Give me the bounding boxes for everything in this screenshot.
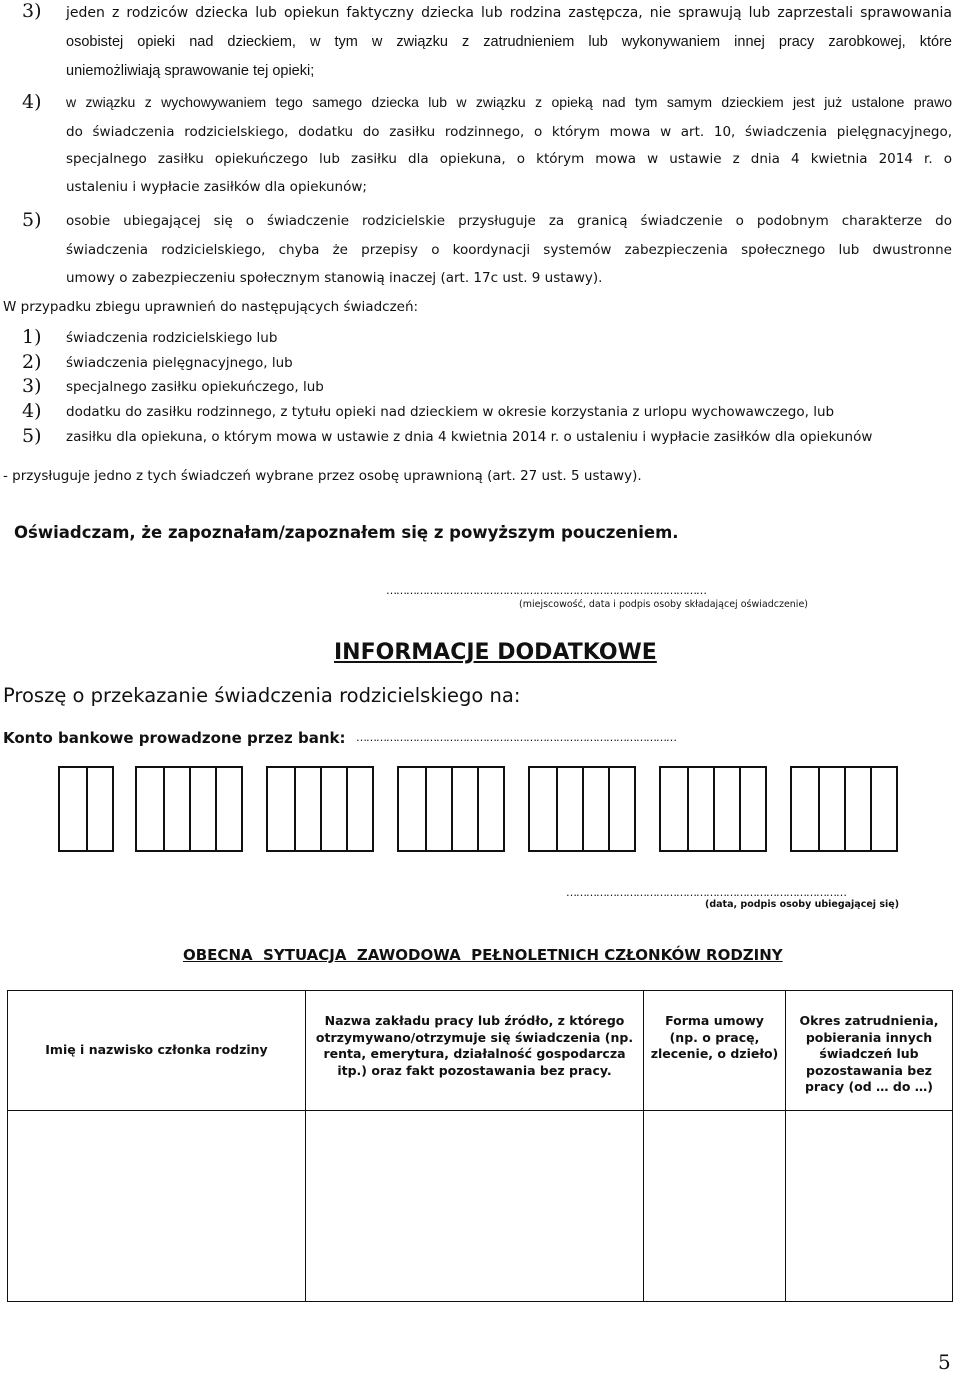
signature-line: ……………………………………………………………………………………: [386, 584, 706, 597]
account-digit-box[interactable]: [399, 768, 425, 850]
item-line: ustaleniu i wypłacie zasiłków dla opiekunów;: [66, 179, 367, 195]
account-group-5[interactable]: [528, 766, 636, 852]
account-digit-box[interactable]: [215, 768, 241, 850]
signature-caption: (data, podpis osoby ubiegającej się): [705, 899, 900, 910]
account-digit-box[interactable]: [294, 768, 320, 850]
account-digit-box[interactable]: [713, 768, 739, 850]
item-number: 3): [22, 0, 42, 22]
item-text: dodatku do zasiłku rodzinnego, z tytułu opieki nad dzieckiem w okresie korzystania z urlopu wychowawczego, lub: [66, 404, 835, 420]
account-group-3[interactable]: [266, 766, 374, 852]
account-group-4[interactable]: [397, 766, 505, 852]
item-number: 5): [22, 209, 42, 231]
account-digit-box[interactable]: [320, 768, 346, 850]
account-digit-box[interactable]: [608, 768, 634, 850]
item-line: świadczenia rodzicielskiego, chyba że przepisy o koordynacji systemów zabezpieczenia społecznego lub dwustronne: [66, 242, 952, 258]
info-title: INFORMACJE DODATKOWE: [334, 640, 657, 665]
account-digit-box[interactable]: [346, 768, 372, 850]
table-header-row: [8, 991, 953, 1111]
account-digit-box[interactable]: [792, 768, 818, 850]
item-number: 4): [22, 400, 42, 422]
table-cell[interactable]: [644, 1111, 786, 1302]
item-line: osobie ubiegającej się o świadczenie rodzicielskie przysługuje za granicą świadczenie o podobnym charakterze do: [66, 213, 952, 229]
account-digit-box[interactable]: [86, 768, 112, 850]
item-line: umowy o zabezpieczeniu społecznym stanowią inaczej (art. 17c ust. 9 ustawy).: [66, 270, 603, 286]
account-group-2[interactable]: [135, 766, 243, 852]
account-digit-box[interactable]: [189, 768, 215, 850]
account-digit-box[interactable]: [844, 768, 870, 850]
account-digit-box[interactable]: [268, 768, 294, 850]
table-row: [8, 1111, 953, 1302]
item-number: 1): [22, 326, 42, 348]
account-digit-box[interactable]: [163, 768, 189, 850]
item-line: osobistej opieki nad dzieckiem, w tym w związku z zatrudnieniem lub wykonywaniem innej pracy zarobkowej, które: [66, 34, 952, 50]
item-text: świadczenia rodzicielskiego lub: [66, 330, 278, 346]
item-line: specjalnego zasiłku opiekuńczego lub zasiłku dla opiekuna, o którym mowa w ustawie z dnia 4 kwietnia 2014 r. o: [66, 151, 952, 167]
account-digit-box[interactable]: [137, 768, 163, 850]
signature-line: …………………………………………………………………………: [566, 886, 846, 899]
employment-title: OBECNA SYTUACJA ZAWODOWA PEŁNOLETNICH CZŁONKÓW RODZINY: [183, 946, 783, 964]
item-line: jeden z rodziców dziecka lub opiekun faktyczny dziecka lub rodzina zastępcza, nie sprawują lub zaprzestali sprawowania: [66, 5, 952, 21]
account-digit-box[interactable]: [477, 768, 503, 850]
transfer-request: Proszę o przekazanie świadczenia rodzicielskiego na:: [3, 684, 521, 707]
family-employment-table: [7, 990, 953, 1302]
table-cell[interactable]: [786, 1111, 953, 1302]
item-number: 4): [22, 91, 42, 113]
column-header-name: Imię i nazwisko członka rodziny: [8, 991, 306, 1111]
account-digit-box[interactable]: [425, 768, 451, 850]
item-number: 5): [22, 425, 42, 447]
item-line: do świadczenia rodzicielskiego, dodatku do zasiłku rodzinnego, o którym mowa w art. 10, świadczenia pielęgnacyjnego,: [66, 124, 952, 140]
signature-caption: (miejscowość, data i podpis osoby składającej oświadczenie): [519, 599, 808, 610]
item-line: uniemożliwiają sprawowanie tej opieki;: [66, 63, 315, 79]
declaration-heading: Oświadczam, że zapoznałam/zapoznałem się z powyższym pouczeniem.: [14, 523, 679, 542]
table-cell[interactable]: [8, 1111, 306, 1302]
item-text: zasiłku dla opiekuna, o którym mowa w ustawie z dnia 4 kwietnia 2014 r. o ustaleniu i wypłacie zasiłków dla opiekunów: [66, 429, 873, 445]
table-cell[interactable]: [306, 1111, 644, 1302]
account-digit-box[interactable]: [530, 768, 556, 850]
column-header-period: Okres zatrudnienia, pobierania innych świadczeń lub pozostawania bez pracy (od … do …): [786, 991, 953, 1111]
account-digit-box[interactable]: [739, 768, 765, 850]
account-digit-box[interactable]: [687, 768, 713, 850]
account-digit-box[interactable]: [818, 768, 844, 850]
account-digit-box[interactable]: [870, 768, 896, 850]
item-line: w związku z wychowywaniem tego samego dziecka lub w związku z opieką nad tym samym dzieckiem jest już ustalone prawo: [66, 94, 952, 110]
bank-label: Konto bankowe prowadzone przez bank:: [3, 729, 346, 747]
account-group-1[interactable]: [58, 766, 114, 852]
account-digit-box[interactable]: [582, 768, 608, 850]
item-text: specjalnego zasiłku opiekuńczego, lub: [66, 379, 324, 395]
item-number: 2): [22, 351, 42, 373]
account-digit-box[interactable]: [60, 768, 86, 850]
concurrence-intro: W przypadku zbiegu uprawnień do następujących świadczeń:: [3, 299, 419, 315]
column-header-source: Nazwa zakładu pracy lub źródło, z którego otrzymywano/otrzymuje się świadczenia (np. renta, emerytura, działalność gospodarcza itp.) oraz fakt pozostawania bez pracy.: [306, 991, 644, 1111]
account-digit-box[interactable]: [556, 768, 582, 850]
account-group-7[interactable]: [790, 766, 898, 852]
column-header-contract: Forma umowy (np. o pracę, zlecenie, o dzieło): [644, 991, 786, 1111]
item-number: 3): [22, 375, 42, 397]
conclusion-text: - przysługuje jedno z tych świadczeń wybrane przez osobę uprawnioną (art. 27 ust. 5 ustawy).: [3, 468, 642, 484]
page-number: 5: [938, 1350, 951, 1374]
account-digit-box[interactable]: [451, 768, 477, 850]
account-group-6[interactable]: [659, 766, 767, 852]
account-digit-box[interactable]: [661, 768, 687, 850]
item-text: świadczenia pielęgnacyjnego, lub: [66, 355, 293, 371]
bank-name-field[interactable]: ……………………………………………………………………………………: [356, 731, 676, 744]
